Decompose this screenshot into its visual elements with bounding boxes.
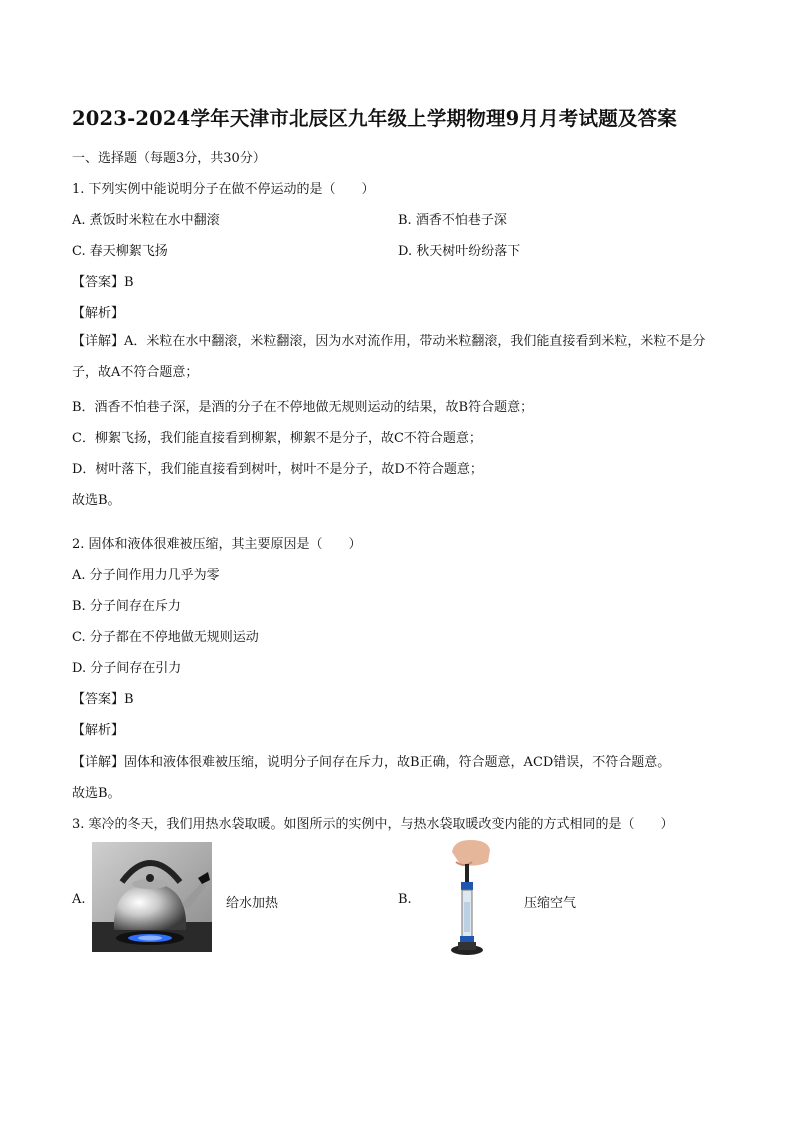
q2-analysis-label: 【解析】	[72, 723, 125, 738]
q1-option-d: D. 秋天树叶纷纷落下	[398, 244, 521, 259]
q2-conclusion: 故选B。	[72, 786, 121, 801]
q2-detail: 【详解】固体和液体很难被压缩，说明分子间存在斥力，故B正确，符合题意，ACD错误，不符合题意。	[72, 755, 671, 770]
q2-option-b: B. 分子间存在斥力	[72, 599, 181, 614]
q3-option-b-letter: B.	[398, 892, 412, 907]
q1-detail-3: C．柳絮飞扬，我们能直接看到柳絮，柳絮不是分子，故C不符合题意；	[72, 431, 482, 446]
q2-stem: 2. 固体和液体很难被压缩，其主要原因是（ ）	[72, 537, 362, 552]
q1-answer: 【答案】B	[72, 275, 134, 290]
kettle-on-stove-image	[92, 842, 212, 952]
q2-answer: 【答案】B	[72, 692, 134, 707]
q1-option-b: B. 酒香不怕巷子深	[398, 213, 507, 228]
q2-option-c: C. 分子都在不停地做无规则运动	[72, 630, 259, 645]
q1-conclusion: 故选B。	[72, 493, 121, 508]
q1-detail-4: D．树叶落下，我们能直接看到树叶，树叶不是分子，故D不符合题意；	[72, 462, 483, 477]
q3-option-a-caption: 给水加热	[226, 896, 279, 911]
q3-option-b-caption: 压缩空气	[524, 896, 577, 911]
q1-option-a: A. 煮饭时米粒在水中翻滚	[72, 213, 220, 228]
q2-option-a: A. 分子间作用力几乎为零	[72, 568, 220, 583]
q1-detail-2: B．酒香不怕巷子深，是酒的分子在不停地做无规则运动的结果，故B符合题意；	[72, 400, 534, 415]
q2-option-d: D. 分子间存在引力	[72, 661, 182, 676]
q3-stem: 3. 寒冷的冬天，我们用热水袋取暖。如图所示的实例中，与热水袋取暖改变内能的方式相同的是（ ）	[72, 817, 674, 832]
page-title: 2023-2024学年天津市北辰区九年级上学期物理9月月考试题及答案	[72, 107, 678, 130]
q1-option-c: C. 春天柳絮飞扬	[72, 244, 168, 259]
air-compression-pump-image	[432, 838, 502, 960]
q1-stem: 1. 下列实例中能说明分子在做不停运动的是（ ）	[72, 182, 375, 197]
q3-option-a-letter: A.	[72, 892, 86, 907]
section-heading: 一、选择题（每题3分，共30分）	[72, 151, 266, 166]
q1-detail-1: 【详解】A．米粒在水中翻滚，米粒翻滚，因为水对流作用，带动米粒翻滚，我们能直接看到米粒，米粒不是分子，故A不符合题意；	[72, 334, 706, 380]
q1-analysis-label: 【解析】	[72, 306, 125, 321]
